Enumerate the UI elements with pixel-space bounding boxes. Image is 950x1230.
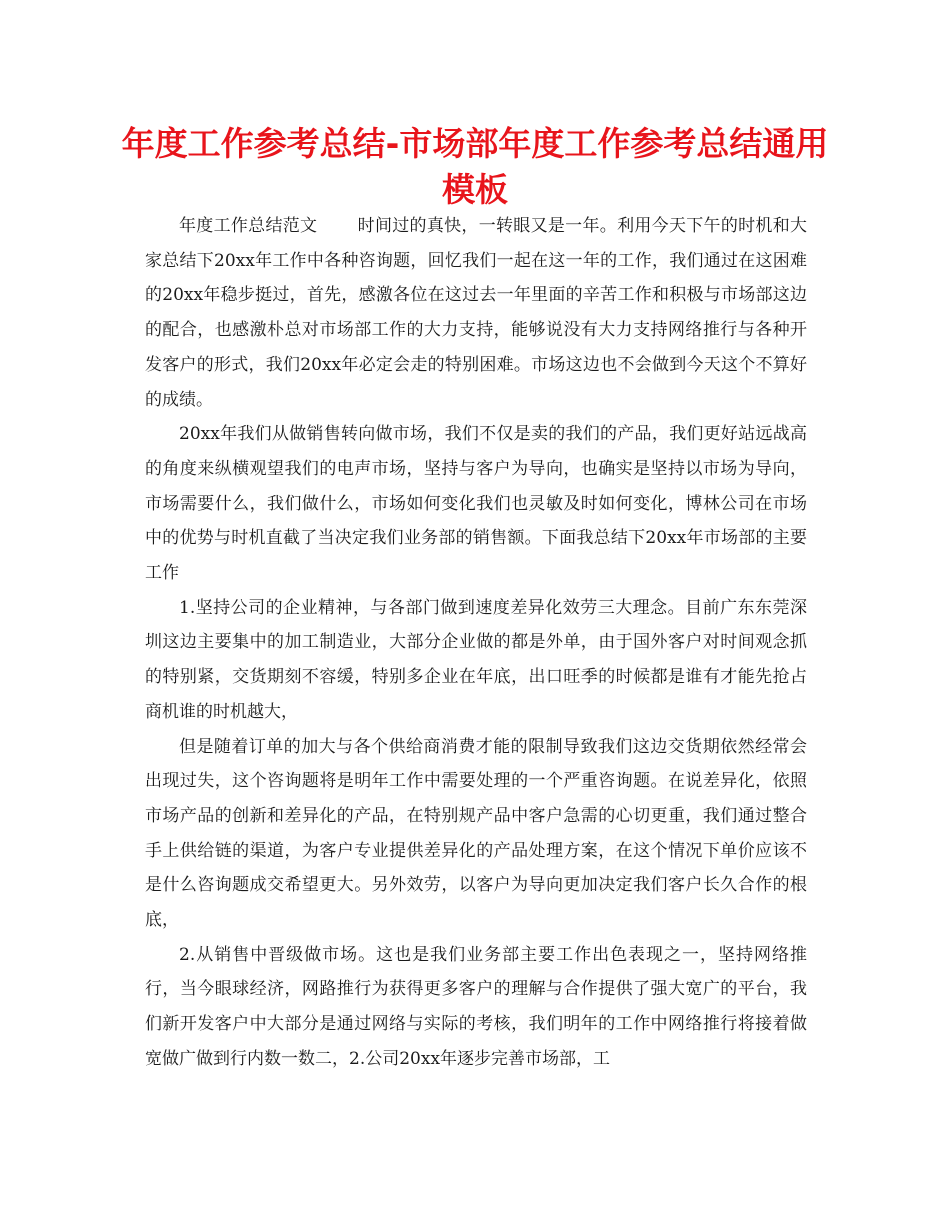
paragraph-1: [145, 209, 807, 417]
document-title: 年度工作参考总结-市场部年度工作参考总结通用模板: [121, 124, 829, 209]
intro-label: 年度工作总结范文: [179, 216, 318, 236]
paragraph-2: 20xx年我们从做销售转向做市场，我们不仅是卖的我们的产品，我们更好站远战高的角度来纵横观望我们的电声市场，坚持与客户为导向，也确实是坚持以市场为导向，市场需要什么，我们做什么，市场如何变化我们也灵敏及时如何变化，博林公司在市场中的优势与时机直截了当决定我们业务部的销售额。下面我总结下20xx年市场部的主要工作: [145, 424, 807, 584]
paragraph-5: 2.从销售中晋级做市场。这也是我们业务部主要工作出色表现之一，坚持网络推行，当今眼球经济，网路推行为获得更多客户的理解与合作提供了强大宽广的平台，我们新开发客户中大部分是通过网络与实际的考核，我们明年的工作中网络推行将接着做宽做广做到行内数一数二，2.公司20xx年逐步完善市场部，工: [145, 944, 807, 1069]
paragraph-1-text: 时间过的真快，一转眼又是一年。利用今天下午的时机和大家总结下20xx年工作中各种咨询题，回忆我们一起在这一年的工作，我们通过在这困难的20xx年稳步挺过，首先，感激各位在这过去一年里面的辛苦工作和积极与市场部这边的配合，也感激朴总对市场部工作的大力支持，能够说没有大力支持网络推行与各种开发客户的形式，我们20xx年必定会走的特别困难。市场这边也不会做到今天这个不算好的成绩。: [145, 216, 808, 410]
paragraph-4: 但是随着订单的加大与各个供给商消费才能的限制导致我们这边交货期依然经常会出现过失，这个咨询题将是明年工作中需要处理的一个严重咨询题。在说差异化，依照市场产品的创新和差异化的产品，在特别规产品中客户急需的心切更重，我们通过整合手上供给链的渠道，为客户专业提供差异化的产品处理方案，在这个情况下单价应该不是什么咨询题成交希望更大。另外效劳，以客户为导向更加决定我们客户长久合作的根底，: [145, 736, 807, 931]
paragraph-3: 1.坚持公司的企业精神，与各部门做到速度差异化效劳三大理念。目前广东东莞深圳这边主要集中的加工制造业，大部分企业做的都是外单，由于国外客户对时间观念抓的特别紧，交货期刻不容缓，特别多企业在年底，出口旺季的时候都是谁有才能先抢占商机谁的时机越大，: [145, 597, 807, 722]
document-body: [145, 209, 807, 1077]
